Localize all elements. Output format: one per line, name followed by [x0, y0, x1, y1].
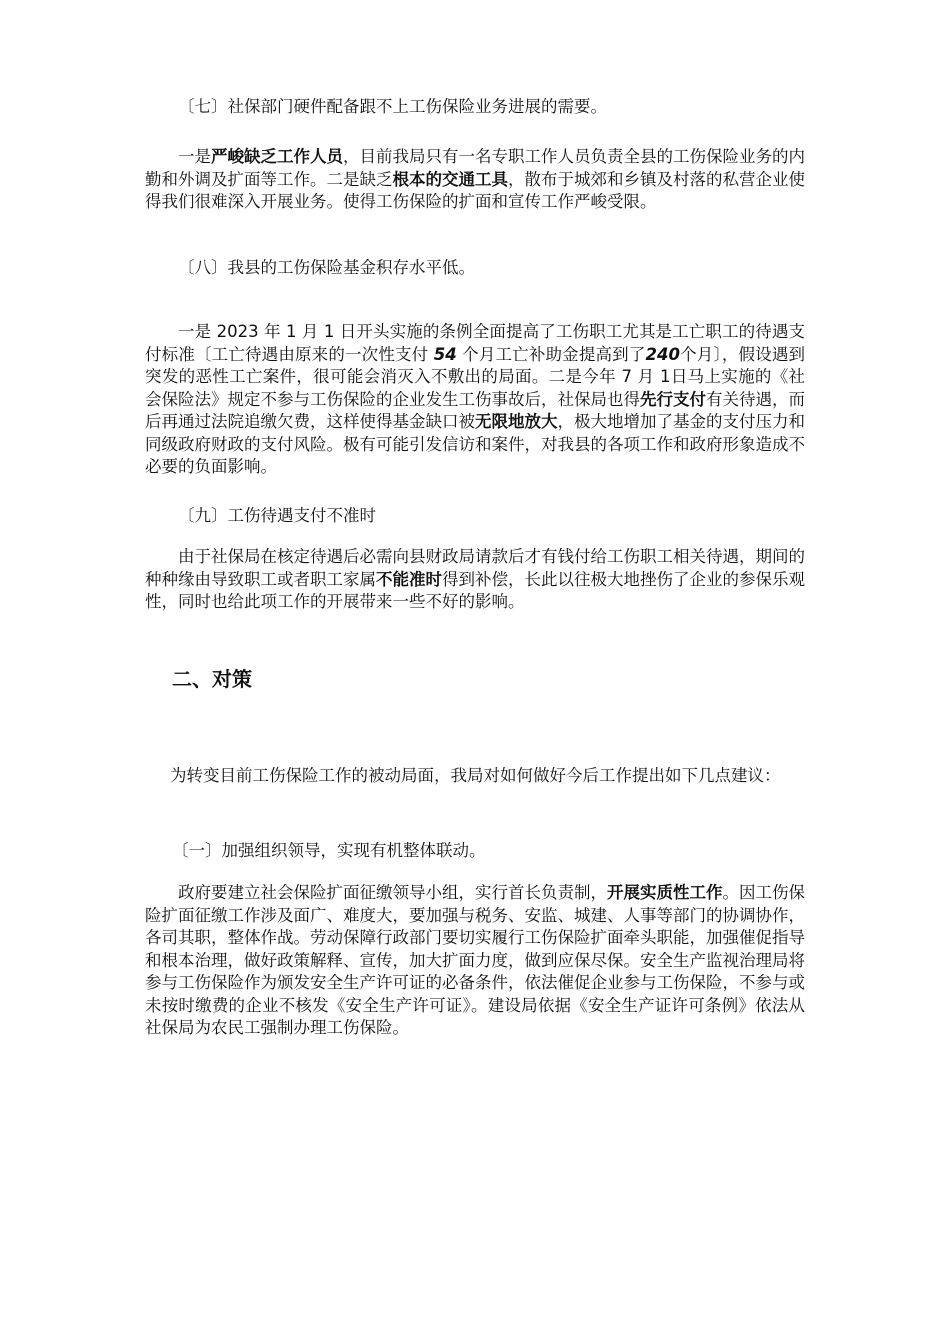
countermeasures-heading: 二、对策 [172, 667, 252, 691]
measure-1-title: 〔一〕加强组织领导，实现有机整体联动。 [172, 841, 486, 860]
emphasis-substantive-work: 开展实质性工作 [607, 883, 723, 902]
section-8-title: 〔八〕我县的工伤保险基金积存水平低。 [178, 258, 475, 277]
emphasis-not-on-time: 不能准时 [376, 569, 442, 589]
emphasis-54: 54 [433, 344, 457, 364]
section-7-title: 〔七〕社保部门硬件配备跟不上工伤保险业务进展的需要。 [178, 97, 607, 116]
emphasis-unlimited: 无限地放大 [475, 412, 558, 431]
emphasis-transport: 根本的交通工具 [392, 169, 508, 189]
section-7-paragraph: 一是严峻缺乏工作人员，目前我局只有一名专职工作人员负责全县的工伤保险业务的内勤和外调及扩面等工作。二是缺乏根本的交通工具，散布于城郊和乡镇及村落的私营企业使得我们很难深入开展业务。使得工伤保险的扩面和宣传工作严峻受限。 [145, 147, 805, 211]
section-9-title: 〔九〕工伤待遇支付不准时 [178, 506, 376, 525]
measure-1-paragraph: 政府要建立社会保险扩面征缴领导小组，实行首长负责制，开展实质性工作。因工伤保险扩面征缴工作涉及面广、难度大，要加强与税务、安监、城建、人事等部门的协调协作，各司其职，整体作战。劳动保障行政部门要切实履行工伤保险扩面牵头职能，加强催促指导和根本治理，做好政策解释、宣传，加大扩面力度，做到应保尽保。安全生产监视治理局将参与工伤保险作为颁发安全生产许可证的必备条件，依法催促企业参与工伤保险，不参与或未按时缴费的企业不核发《安全生产许可证》。建设局依据《安全生产证许可条例》依法从社保局为农民工强制办理工伤保险。 [145, 883, 805, 1037]
section-8-paragraph: 一是 2023 年 1 月 1 日开头实施的条例全面提高了工伤职工尤其是工亡职工的待遇支付标准〔工亡待遇由原来的一次性支付 54 个月工亡补助金提高到了240个月〕，假设遇到突发的恶性工亡案件，很可能会消灭入不敷出的局面。二是今年 7 月 1日马上实施的《社会保险法》规定不参与工伤保险的企业发生工伤事故后，社保局也得先行支付有关待遇，而后再通过法院追缴欠费，这样使得基金缺口被无限地放大，极大地增加了基金的支付压力和同级政府财政的支付风险。极有可能引发信访和案件，对我县的各项工作和政府形象造成不必要的负面影响。 [145, 322, 806, 476]
emphasis-240: 240 [645, 344, 680, 364]
emphasis-staff-shortage: 严峻缺乏工作人员 [211, 147, 343, 166]
emphasis-advance-payment: 先行支付 [640, 389, 706, 409]
section-9-paragraph: 由于社保局在核定待遇后必需向县财政局请款后才有钱付给工伤职工相关待遇，期间的种种缘由导致职工或者职工家属不能准时得到补偿，长此以往极大地挫伤了企业的参保乐观性，同时也给此项工作的开展带来一些不好的影响。 [145, 547, 805, 611]
intro-paragraph: 为转变目前工伤保险工作的被动局面，我局对如何做好今后工作提出如下几点建议： [170, 766, 781, 785]
